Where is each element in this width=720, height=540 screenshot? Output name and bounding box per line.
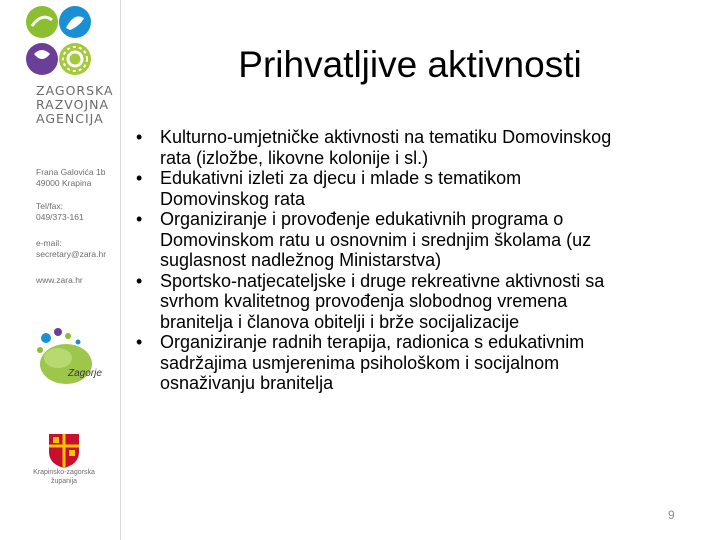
agency-name-line: RAZVOJNA <box>36 97 110 112</box>
email-link[interactable]: secretary@zara.hr <box>36 249 107 259</box>
county-name-line: županija <box>50 478 78 485</box>
county-name-line: Krapinsko-zagorska <box>33 469 95 476</box>
bullet-list <box>136 127 716 394</box>
bullet-line: Domovinskom ratu u osnovnim i srednjim školama (uz <box>160 229 592 250</box>
tel-value: 049/373-161 <box>36 212 84 222</box>
contact-web <box>36 275 120 286</box>
bullet-line: • Organiziranje radnih terapija, radionica s edukativnim <box>160 332 585 352</box>
tel-label: Tel/fax: <box>36 201 63 211</box>
bullet-line: • Kulturno-umjetničke aktivnosti na tematiku Domovinskog <box>160 127 612 147</box>
bullet-line: branitelja i članova obitelji i brže socijalizacije <box>160 311 520 332</box>
slide-number: 9 <box>668 508 675 522</box>
bullet-line: suglasnost nadležnog Ministarstva) <box>160 250 442 270</box>
slide-title: Prihvatljive aktivnosti <box>238 44 582 85</box>
bullet-line: sadržajima usmjerenima psihološkom i socijalnom <box>160 352 560 373</box>
zagorje-label: Zagorje <box>68 368 102 379</box>
bullet-item <box>136 209 716 271</box>
contact-address <box>36 167 120 189</box>
sidebar <box>0 0 120 540</box>
bullet-item <box>136 168 716 209</box>
agency-logo-icon <box>20 4 110 86</box>
agency-name-line: AGENCIJA <box>36 111 104 126</box>
coat-of-arms-icon <box>47 432 81 468</box>
bullet-line: Domovinskog rata <box>160 188 306 209</box>
bullet-line: svrhom kvalitetnog provođenja slobodnog vremena <box>160 291 568 311</box>
website-link[interactable]: www.zara.hr <box>36 275 83 285</box>
contact-tel <box>36 201 120 223</box>
bullet-item <box>136 332 716 394</box>
bullet-line: rata (izložbe, likovne kolonije i sl.) <box>160 147 429 168</box>
county-name <box>26 468 102 486</box>
address-line: 49000 Krapina <box>36 178 92 188</box>
contact-email <box>36 238 120 260</box>
bullet-item <box>136 271 716 333</box>
bullet-item <box>136 127 716 168</box>
agency-name <box>36 84 120 126</box>
email-label: e-mail: <box>36 238 62 248</box>
address-line: Frana Galovića 1b <box>36 167 106 177</box>
bullet-line: • Organiziranje i provođenje edukativnih programa o <box>160 209 564 229</box>
agency-name-line: ZAGORSKA <box>36 83 114 98</box>
bullet-line: • Edukativni izleti za djecu i mlade s tematikom <box>160 168 522 188</box>
zagorje-logo-icon <box>28 320 108 390</box>
bullet-line: • Sportsko-natjecateljske i druge rekreativne aktivnosti sa <box>160 270 605 291</box>
bullet-line: osnaživanju branitelja <box>160 373 334 393</box>
sidebar-divider <box>120 0 121 540</box>
